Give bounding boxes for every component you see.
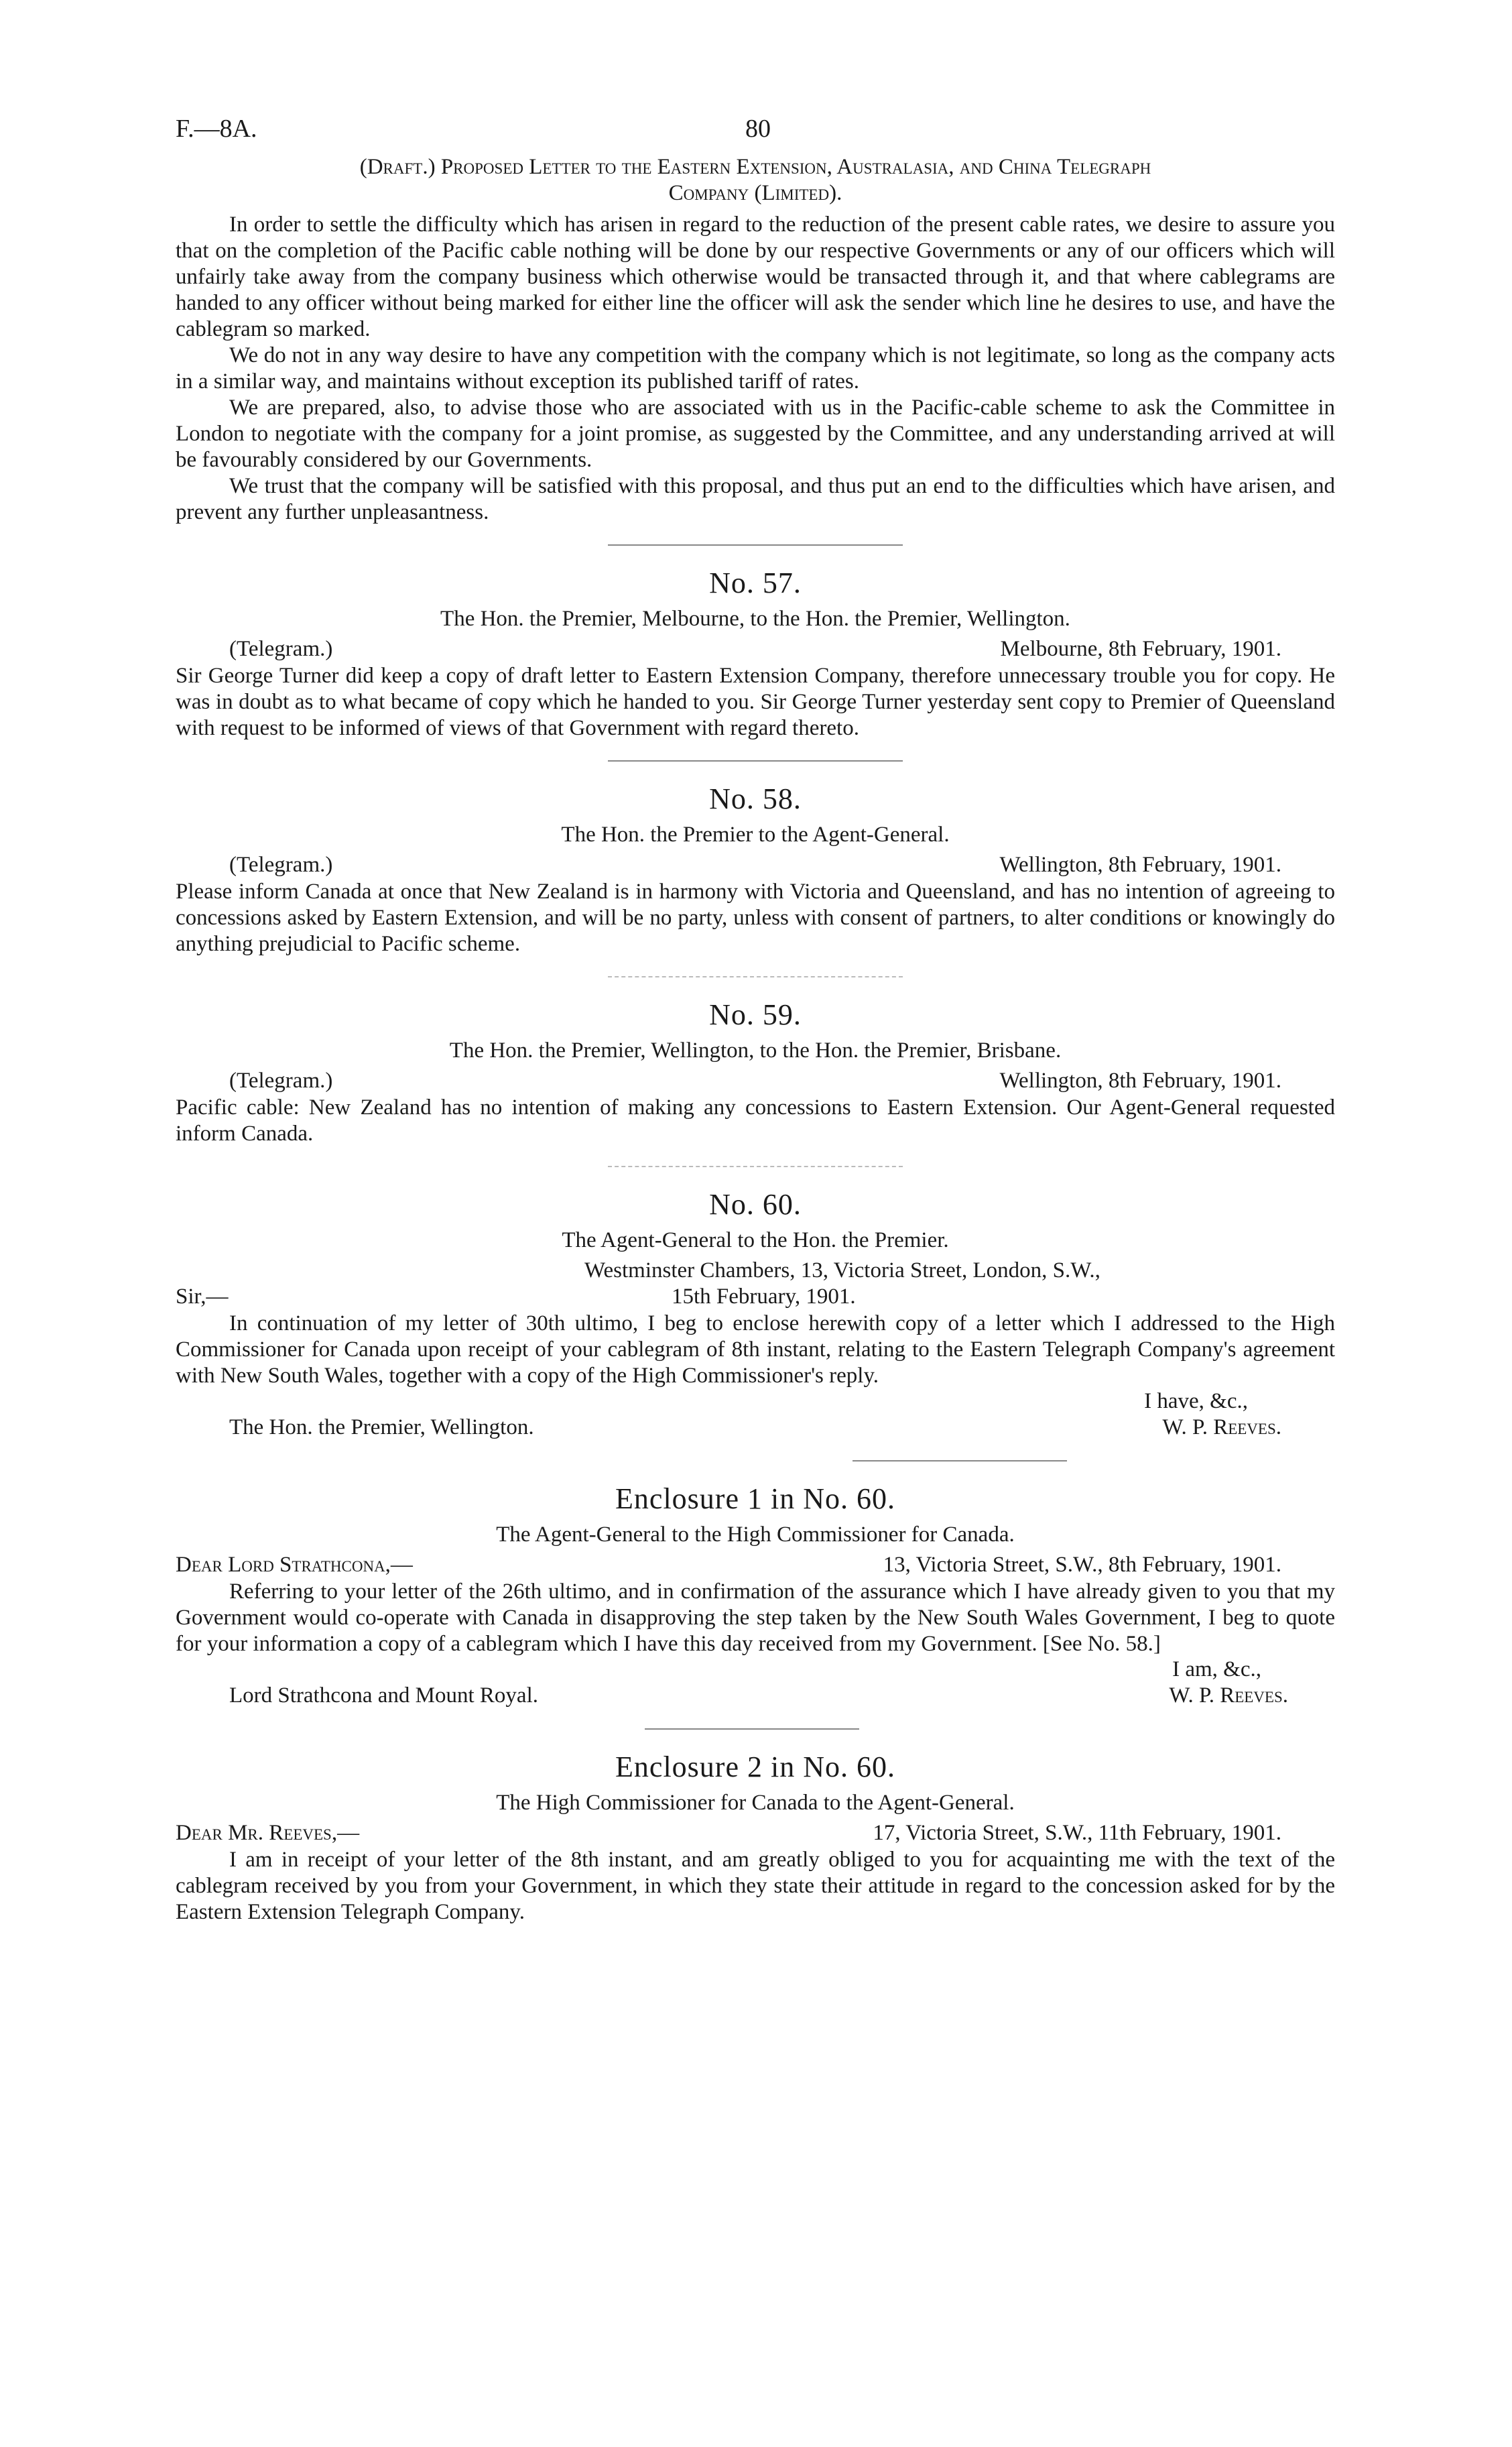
telegram-body: Please inform Canada at once that New Zealand is in harmony with Victoria and Queensland, and has no intention of agreeing to concessions asked by Eastern Extension, and will be no party, unless with consent of partners, to alter conditions or knowingly do anything prejudicial to Pacific scheme. (176, 880, 1335, 956)
telegram-body: Pacific cable: New Zealand has no intention of making any concessions to Eastern Extension. Our Agent-General requested inform Canada. (176, 1095, 1335, 1146)
document-no-59 (176, 998, 1335, 1147)
draft-paragraph-1: In order to settle the difficulty which has arisen in regard to the reduction of the present cable rates, we desire to assure you that on the completion of the Pacific cable nothing will be done by our respective Governments or any of our officers which will unfairly take away from the company business which otherwise would be transacted through it, and that where cablegrams are handed to any officer without being marked for either line the officer will ask the sender which line he desires to use, and have the cablegram so marked. (176, 213, 1335, 341)
telegram-line (176, 1069, 1335, 1095)
addressee: The Hon. the Premier, Wellington. (229, 1415, 534, 1439)
section-parties: The Hon. the Premier to the Agent-General. (561, 823, 950, 847)
draft-paragraph-3: We are prepared, also, to advise those who are associated with us in the Pacific-cable scheme to ask the Committee in London to negotiate with the company for a joint promise, as suggested by the Committee, and any understanding arrived at will be favourably considered by our Governments. (176, 396, 1335, 472)
telegram-label: (Telegram.) (229, 1069, 333, 1093)
section-divider (608, 544, 903, 546)
section-divider (608, 760, 903, 762)
address-line (176, 1258, 1335, 1285)
salutation-date-line (176, 1285, 1335, 1311)
draft-heading-line1: (Draft.) Proposed Letter to the Eastern Extension, Australasia, and China Telegraph (359, 155, 1151, 179)
telegram-body: Sir George Turner did keep a copy of draft letter to Eastern Extension Company, therefore unnecessary trouble you for copy. He was in doubt as to what became of copy which he handed to you. Sir George Turner yesterday sent copy to Premier of Queensland with request to be informed of views of that Government with regard thereto. (176, 664, 1335, 740)
section-title: No. 60. (709, 1188, 802, 1221)
salutation: Sir,— (176, 1285, 229, 1309)
letter-body: I am in receipt of your letter of the 8th instant, and am greatly obliged to you for acquainting me with the text of the cablegram received by you from your Government, in which they state their attitude in regard to the concession asked for by the Eastern Extension Telegraph Company. (176, 1848, 1335, 1924)
closing-line (176, 1389, 1335, 1415)
salutation-address-line (176, 1821, 1335, 1847)
place-date: Melbourne, 8th February, 1901. (1000, 637, 1281, 661)
telegram-line (176, 637, 1335, 663)
enclosure-2 (176, 1750, 1335, 1925)
letter-address: Westminster Chambers, 13, Victoria Street, London, S.W., (584, 1258, 1100, 1282)
section-divider (608, 976, 903, 977)
signature: W. P. Reeves. (1169, 1683, 1288, 1708)
page-header (176, 114, 1335, 154)
section-parties: The Hon. the Premier, Melbourne, to the Hon. the Premier, Wellington. (440, 607, 1070, 631)
draft-paragraph-2: We do not in any way desire to have any competition with the company which is not legitimate, so long as the company acts in a similar way, and maintains without exception its published tariff of rates. (176, 343, 1335, 394)
document-page (176, 114, 1335, 1925)
section-title: Enclosure 1 in No. 60. (615, 1482, 895, 1515)
section-title: No. 59. (709, 998, 802, 1031)
place-date: Wellington, 8th February, 1901. (999, 1069, 1281, 1093)
draft-paragraph-4: We trust that the company will be satisfied with this proposal, and thus put an end to the difficulties which have arisen, and prevent any further unpleasantness. (176, 474, 1335, 524)
telegram-label: (Telegram.) (229, 637, 333, 661)
enclosure-1 (176, 1482, 1335, 1710)
section-parties: The Hon. the Premier, Wellington, to the Hon. the Premier, Brisbane. (449, 1038, 1062, 1063)
paper-reference: F.—8A. (176, 115, 257, 143)
letter-closing: I am, &c., (1172, 1657, 1261, 1681)
section-title: No. 58. (709, 782, 802, 815)
closing-line (176, 1657, 1335, 1683)
signature: W. P. Reeves. (1162, 1415, 1281, 1439)
document-no-57 (176, 566, 1335, 741)
salutation: Dear Mr. Reeves,— (176, 1821, 360, 1845)
page-number: 80 (745, 115, 771, 143)
telegram-line (176, 853, 1335, 879)
section-title: No. 57. (709, 566, 802, 599)
signature-line (176, 1683, 1335, 1710)
letter-body: Referring to your letter of the 26th ultimo, and in confirmation of the assurance which I have already given to you that my Government would co-operate with Canada in disapproving the step taken by the New South Wales Government, I beg to quote for your information a copy of a cablegram which I have this day received from my Government. [See No. 58.] (176, 1579, 1335, 1656)
draft-heading-line2: Company (Limited). (668, 181, 842, 205)
draft-heading (176, 154, 1335, 206)
address-date: 13, Victoria Street, S.W., 8th February, 1901. (883, 1553, 1281, 1577)
section-parties: The High Commissioner for Canada to the Agent-General. (496, 1791, 1015, 1815)
section-divider (645, 1728, 859, 1730)
place-date: Wellington, 8th February, 1901. (999, 853, 1281, 877)
address-date: 17, Victoria Street, S.W., 11th February, 1901. (873, 1821, 1281, 1845)
letter-date: 15th February, 1901. (672, 1285, 856, 1309)
signature-line (176, 1415, 1335, 1441)
section-divider (853, 1460, 1067, 1461)
salutation-address-line (176, 1553, 1335, 1579)
section-parties: The Agent-General to the Hon. the Premier. (562, 1228, 949, 1252)
section-divider (608, 1166, 903, 1167)
addressee: Lord Strathcona and Mount Royal. (229, 1683, 539, 1708)
section-parties: The Agent-General to the High Commissioner for Canada. (496, 1523, 1015, 1547)
section-title: Enclosure 2 in No. 60. (615, 1750, 895, 1783)
telegram-label: (Telegram.) (229, 853, 333, 877)
letter-body: In continuation of my letter of 30th ultimo, I beg to enclose herewith copy of a letter which I addressed to the High Commissioner for Canada upon receipt of your cablegram of 8th instant, relating to the Eastern Telegraph Company's agreement with New South Wales, together with a copy of the High Commissioner's reply. (176, 1311, 1335, 1388)
draft-letter (176, 154, 1335, 526)
salutation: Dear Lord Strathcona,— (176, 1553, 413, 1577)
document-no-58 (176, 782, 1335, 957)
document-no-60 (176, 1187, 1335, 1441)
letter-closing: I have, &c., (1144, 1389, 1248, 1413)
